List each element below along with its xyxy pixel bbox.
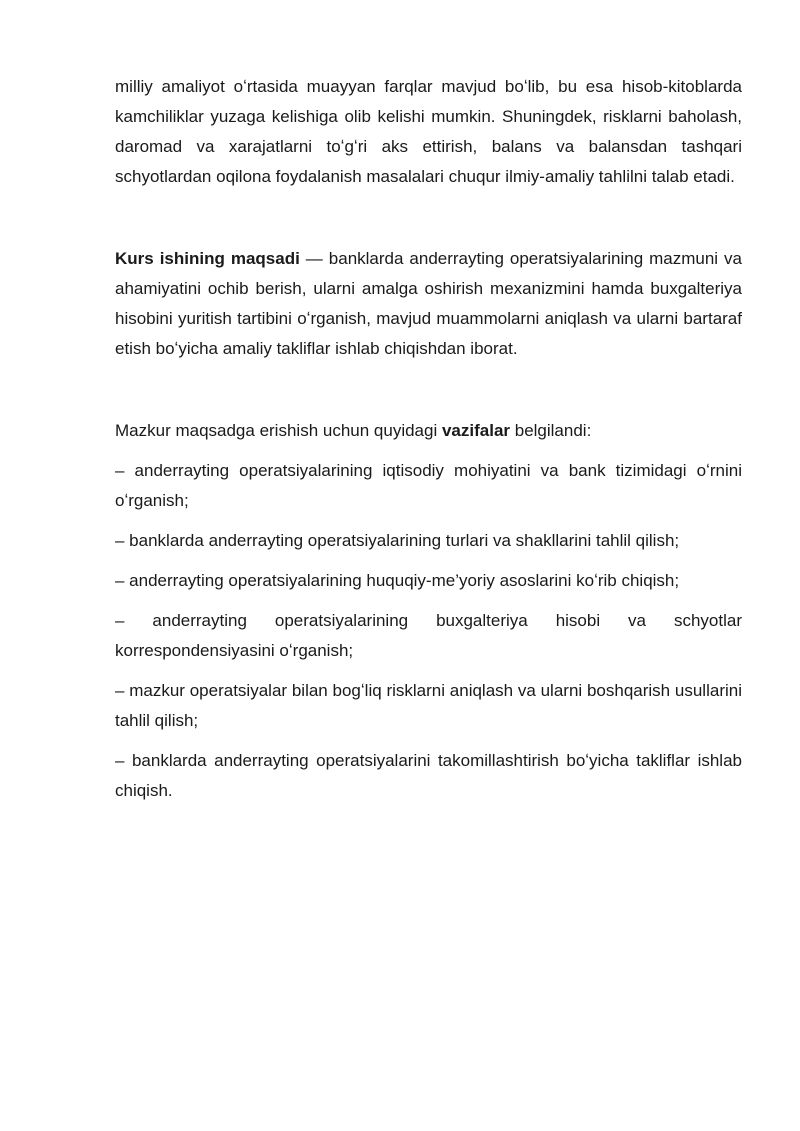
task-item: – anderrayting operatsiyalarining huquqiy-me’yoriy asoslarini koʻrib chiqish;	[115, 571, 680, 590]
tasks-intro-bold: vazifalar	[441, 421, 511, 440]
tasks-intro-before: Mazkur maqsadga erishish uchun quyidagi	[115, 421, 442, 440]
tasks-intro-paragraph	[115, 416, 742, 446]
document-page	[115, 72, 742, 806]
goal-paragraph	[115, 244, 742, 364]
intro-paragraph: milliy amaliyot oʻrtasida muayyan farqlar mavjud boʻlib, bu esa hisob-kitoblarda kamchiliklar yuzaga kelishiga olib kelishi mumkin. Shuningdek, risklarni baholash, daromad va xarajatlarni toʻgʻri aks ettirish, balans va balansdan tashqari schyotlardan oqilona foydalanish masalalari chuqur ilmiy-amaliy tahlilni talab etadi.	[115, 77, 742, 186]
task-item: – banklarda anderrayting operatsiyalarining turlari va shakllarini tahlil qilish;	[115, 531, 680, 550]
task-item: – banklarda anderrayting operatsiyalarini takomillashtirish boʻyicha takliflar ishlab chiqish.	[115, 751, 742, 800]
task-item: – anderrayting operatsiyalarining buxgalteriya hisobi va schyotlar korrespondensiyasini oʻrganish;	[115, 611, 742, 660]
goal-heading: Kurs ishining maqsadi	[115, 249, 300, 268]
goal-text: — banklarda anderrayting operatsiyalarining mazmuni va ahamiyatini ochib berish, ularni amalga oshirish mexanizmini hamda buxgalteriya hisobini yuritish tartibini oʻrganish, mavjud muammolarni aniqlash va ularni bartaraf etish boʻyicha amaliy takliflar ishlab chiqishdan iborat.	[115, 249, 743, 358]
task-item: – mazkur operatsiyalar bilan bogʻliq risklarni aniqlash va ularni boshqarish usullarini tahlil qilish;	[115, 681, 742, 730]
tasks-intro-after: belgilandi:	[510, 421, 592, 440]
task-item: – anderrayting operatsiyalarining iqtisodiy mohiyatini va bank tizimidagi oʻrnini oʻrganish;	[115, 461, 742, 510]
